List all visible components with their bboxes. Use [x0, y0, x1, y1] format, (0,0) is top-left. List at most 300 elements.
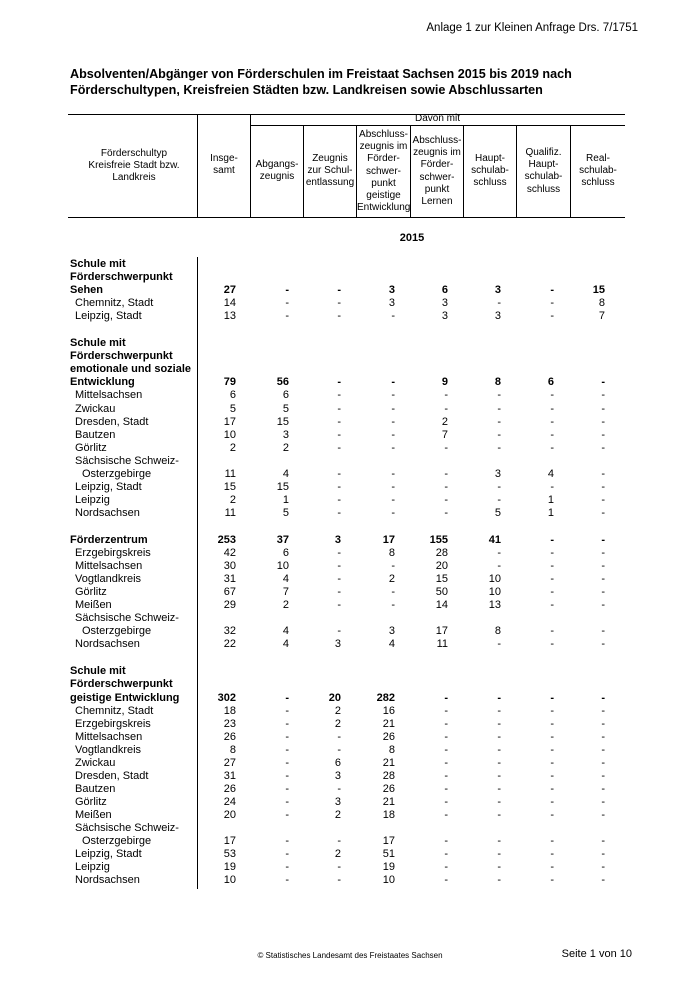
- cell-value: -: [601, 389, 605, 402]
- table-row: [0, 599, 700, 612]
- cell-value: -: [391, 415, 395, 428]
- cell-value: -: [601, 638, 605, 651]
- cell-value: -: [601, 599, 605, 612]
- cell-value: 28: [435, 547, 448, 559]
- table-row: [0, 705, 700, 718]
- cell-value: 7: [441, 428, 448, 441]
- row-label: Sächsische Schweiz-: [75, 822, 179, 834]
- cell-value: -: [550, 638, 554, 651]
- cell-value: -: [497, 547, 501, 559]
- page-number: Seite 1 von 10: [561, 948, 632, 960]
- cell-value: -: [337, 467, 341, 480]
- cell-value: 3: [494, 467, 501, 480]
- cell-value: 4: [282, 638, 289, 651]
- cell-value: -: [601, 428, 605, 441]
- cell-value: -: [391, 402, 395, 415]
- row-label: Sehen: [70, 284, 104, 297]
- cell-value: 10: [276, 560, 289, 573]
- cell-value: -: [550, 560, 554, 573]
- cell-value: -: [550, 480, 554, 493]
- cell-value: -: [391, 467, 395, 480]
- table-row: [0, 625, 700, 638]
- cell-value: -: [550, 284, 554, 297]
- cell-value: -: [285, 704, 289, 717]
- table-row: [0, 258, 700, 271]
- cell-value: 3: [334, 795, 341, 808]
- cell-value: -: [444, 861, 448, 874]
- header-schulentlassung: Zeugnis zur Schul- entlassung: [305, 153, 355, 189]
- cell-value: 2: [334, 808, 341, 821]
- cell-value: 2: [282, 599, 289, 612]
- cell-value: -: [444, 874, 448, 887]
- cell-value: -: [391, 376, 395, 389]
- cell-value: 6: [282, 389, 289, 402]
- cell-value: 17: [435, 625, 448, 638]
- cell-value: -: [391, 493, 395, 506]
- cell-value: 8: [494, 625, 501, 638]
- cell-value: -: [550, 848, 554, 861]
- cell-value: -: [550, 874, 554, 887]
- cell-value: -: [497, 861, 501, 874]
- cell-value: 18: [223, 704, 236, 717]
- table-row: [0, 389, 700, 402]
- cell-value: -: [550, 782, 554, 795]
- table-header-bottom-rule: [68, 217, 625, 218]
- cell-value: -: [601, 625, 605, 638]
- header-abgangszeugnis: Abgangs- zeugnis: [255, 159, 299, 183]
- table-row: [0, 586, 700, 599]
- cell-value: -: [337, 874, 341, 887]
- cell-value: -: [285, 717, 289, 730]
- cell-value: 15: [276, 415, 289, 428]
- cell-value: -: [444, 467, 448, 480]
- cell-value: 29: [223, 599, 236, 612]
- cell-value: 14: [435, 599, 448, 612]
- cell-value: -: [601, 730, 605, 743]
- cell-value: 51: [382, 848, 395, 861]
- cell-value: 5: [282, 402, 289, 415]
- cell-value: -: [497, 808, 501, 821]
- cell-value: 3: [441, 297, 448, 310]
- cell-value: -: [497, 769, 501, 782]
- cell-value: -: [550, 547, 554, 559]
- table-row: [0, 416, 700, 429]
- row-label: Vogtlandkreis: [75, 743, 142, 756]
- cell-value: 10: [488, 573, 501, 586]
- cell-value: -: [497, 756, 501, 769]
- cell-value: -: [497, 743, 501, 756]
- cell-value: -: [391, 586, 395, 599]
- header-geistige-entwicklung: Abschluss- zeugnis im Förder- schwer- punkt geistige Entwicklung: [357, 129, 411, 214]
- cell-value: -: [444, 756, 448, 769]
- cell-value: -: [391, 441, 395, 454]
- row-label: Leipzig, Stadt: [75, 848, 142, 861]
- cell-value: 37: [276, 533, 289, 546]
- table-row: [0, 848, 700, 861]
- table-row: [0, 665, 700, 678]
- cell-value: -: [285, 756, 289, 769]
- cell-value: -: [550, 428, 554, 441]
- cell-value: 20: [328, 691, 341, 704]
- cell-value: -: [337, 284, 341, 297]
- cell-value: 3: [494, 310, 501, 323]
- cell-value: -: [391, 599, 395, 612]
- cell-value: 2: [441, 415, 448, 428]
- cell-value: -: [601, 704, 605, 717]
- row-label: Leipzig, Stadt: [75, 480, 142, 493]
- row-label: Leipzig, Stadt: [75, 310, 142, 323]
- cell-value: -: [497, 480, 501, 493]
- cell-value: 79: [223, 376, 236, 389]
- header-realschulabschluss: Real- schulab- schluss: [579, 153, 617, 189]
- cell-value: -: [497, 835, 501, 848]
- cell-value: -: [497, 795, 501, 808]
- cell-value: -: [601, 573, 605, 586]
- cell-value: 11: [224, 506, 236, 519]
- cell-value: 24: [223, 795, 236, 808]
- cell-value: 31: [223, 769, 236, 782]
- cell-value: 7: [598, 310, 605, 323]
- cell-value: -: [337, 389, 341, 402]
- cell-value: 18: [382, 808, 395, 821]
- cell-value: 27: [223, 756, 236, 769]
- cell-value: 9: [441, 376, 448, 389]
- cell-value: -: [285, 874, 289, 887]
- table-row: [0, 284, 700, 297]
- table-row: [0, 835, 700, 848]
- cell-value: 13: [488, 599, 501, 612]
- row-label: emotionale und soziale: [70, 363, 192, 376]
- cell-value: -: [337, 310, 341, 323]
- cell-value: -: [444, 782, 448, 795]
- cell-value: 3: [388, 297, 395, 310]
- cell-value: -: [285, 743, 289, 756]
- cell-value: -: [444, 808, 448, 821]
- cell-value: 2: [388, 573, 395, 586]
- cell-value: -: [550, 586, 554, 599]
- cell-value: -: [601, 493, 605, 506]
- cell-value: 21: [382, 795, 395, 808]
- cell-value: 17: [382, 533, 395, 546]
- cell-value: -: [550, 861, 554, 874]
- cell-value: 19: [382, 861, 395, 874]
- row-label: Erzgebirgskreis: [75, 547, 151, 559]
- cell-value: 302: [217, 691, 236, 704]
- cell-value: -: [337, 480, 341, 493]
- cell-value: -: [601, 533, 605, 546]
- row-label: Meißen: [75, 808, 112, 821]
- cell-value: -: [601, 480, 605, 493]
- cell-value: 10: [382, 874, 395, 887]
- cell-value: 53: [223, 848, 236, 861]
- cell-value: -: [285, 861, 289, 874]
- cell-value: 3: [441, 310, 448, 323]
- table-row: [0, 442, 700, 455]
- cell-value: -: [550, 625, 554, 638]
- cell-value: -: [550, 756, 554, 769]
- cell-value: -: [550, 730, 554, 743]
- cell-value: 6: [282, 547, 289, 559]
- cell-value: -: [444, 506, 448, 519]
- cell-value: -: [601, 756, 605, 769]
- cell-value: -: [550, 769, 554, 782]
- cell-value: 10: [223, 428, 236, 441]
- row-label: Bautzen: [75, 782, 116, 795]
- cell-value: 17: [223, 415, 236, 428]
- cell-value: 23: [223, 717, 236, 730]
- cell-value: -: [337, 599, 341, 612]
- cell-value: 15: [276, 480, 289, 493]
- cell-value: -: [497, 874, 501, 887]
- cell-value: -: [601, 808, 605, 821]
- cell-value: -: [444, 848, 448, 861]
- row-label: Förderschwerpunkt: [70, 271, 173, 284]
- row-label: Nordsachsen: [75, 874, 140, 887]
- cell-value: 26: [382, 730, 395, 743]
- cell-value: 2: [334, 848, 341, 861]
- cell-value: -: [285, 795, 289, 808]
- cell-value: 4: [282, 625, 289, 638]
- table-row: [0, 403, 700, 416]
- footer-copyright: © Statistisches Landesamt des Freistaates Sachsen: [257, 951, 443, 960]
- row-label: Förderzentrum: [70, 533, 148, 546]
- cell-value: -: [444, 441, 448, 454]
- row-label: Nordsachsen: [75, 638, 140, 651]
- row-label: Entwicklung: [70, 376, 135, 389]
- cell-value: 67: [223, 586, 236, 599]
- table-row: [0, 809, 700, 822]
- cell-value: -: [601, 782, 605, 795]
- cell-value: -: [444, 402, 448, 415]
- cell-value: -: [337, 861, 341, 874]
- cell-value: -: [391, 428, 395, 441]
- table-row: [0, 638, 700, 651]
- cell-value: -: [601, 848, 605, 861]
- cell-value: 16: [382, 704, 395, 717]
- cell-value: -: [337, 428, 341, 441]
- header-school-type: Förderschultyp Kreisfreie Stadt bzw. Landkreis: [88, 148, 180, 184]
- table-row: [0, 494, 700, 507]
- cell-value: -: [285, 310, 289, 323]
- row-label: Vogtlandkreis: [75, 573, 142, 586]
- cell-value: 253: [217, 533, 236, 546]
- table-row: [0, 861, 700, 874]
- table-row: [0, 612, 700, 625]
- cell-value: 4: [282, 467, 289, 480]
- table-row: [0, 757, 700, 770]
- cell-value: 7: [282, 586, 289, 599]
- cell-value: 5: [494, 506, 501, 519]
- cell-value: 21: [382, 756, 395, 769]
- cell-value: -: [391, 506, 395, 519]
- cell-value: -: [550, 441, 554, 454]
- table-row: [0, 350, 700, 363]
- cell-value: -: [337, 586, 341, 599]
- cell-value: 2: [229, 441, 236, 454]
- cell-value: -: [601, 441, 605, 454]
- header-hauptschulabschluss: Haupt- schulab- schluss: [471, 153, 509, 189]
- row-label: Zwickau: [75, 756, 116, 769]
- table-row: [0, 547, 700, 560]
- row-label: Schule mit: [70, 337, 126, 350]
- cell-value: 1: [547, 506, 554, 519]
- row-label: Osterzgebirge: [82, 625, 152, 638]
- cell-value: 13: [223, 310, 236, 323]
- table-row: [0, 481, 700, 494]
- row-label: Förderschwerpunkt: [70, 350, 173, 363]
- cell-value: -: [444, 795, 448, 808]
- cell-value: -: [550, 402, 554, 415]
- cell-value: 6: [334, 756, 341, 769]
- cell-value: 3: [388, 625, 395, 638]
- cell-value: 3: [334, 533, 341, 546]
- cell-value: 11: [224, 467, 236, 480]
- cell-value: -: [391, 560, 395, 573]
- table-row: [0, 744, 700, 757]
- cell-value: -: [337, 547, 341, 559]
- cell-value: -: [285, 808, 289, 821]
- cell-value: -: [497, 691, 501, 704]
- table-row: [0, 455, 700, 468]
- cell-value: 15: [435, 573, 448, 586]
- cell-value: 22: [223, 638, 236, 651]
- cell-value: -: [497, 402, 501, 415]
- cell-value: -: [337, 730, 341, 743]
- header-qualifiz-hauptschulabschluss: Qualifiz. Haupt- schulab- schluss: [524, 147, 563, 195]
- row-label: Sächsische Schweiz-: [75, 612, 179, 625]
- cell-value: -: [550, 717, 554, 730]
- table-row: [0, 731, 700, 744]
- cell-value: -: [444, 743, 448, 756]
- cell-value: -: [601, 874, 605, 887]
- cell-value: 5: [282, 506, 289, 519]
- cell-value: -: [444, 769, 448, 782]
- cell-value: 26: [223, 730, 236, 743]
- cell-value: 8: [388, 547, 395, 559]
- row-label: Zwickau: [75, 402, 116, 415]
- cell-value: -: [444, 480, 448, 493]
- cell-value: 27: [223, 284, 236, 297]
- cell-value: -: [444, 691, 448, 704]
- cell-value: 50: [435, 586, 448, 599]
- cell-value: 6: [441, 284, 448, 297]
- cell-value: 1: [282, 493, 289, 506]
- cell-value: -: [337, 415, 341, 428]
- cell-value: -: [444, 835, 448, 848]
- cell-value: 17: [382, 835, 395, 848]
- row-label: Dresden, Stadt: [75, 769, 149, 782]
- cell-value: -: [285, 835, 289, 848]
- table-row: [0, 337, 700, 350]
- table-row: [0, 429, 700, 442]
- cell-value: -: [497, 415, 501, 428]
- table-row: [0, 718, 700, 731]
- cell-value: -: [285, 284, 289, 297]
- cell-value: -: [601, 743, 605, 756]
- row-label: Görlitz: [75, 586, 107, 599]
- cell-value: -: [444, 493, 448, 506]
- cell-value: -: [601, 402, 605, 415]
- cell-value: -: [601, 835, 605, 848]
- cell-value: 26: [382, 782, 395, 795]
- cell-value: -: [497, 389, 501, 402]
- cell-value: -: [337, 743, 341, 756]
- cell-value: -: [391, 480, 395, 493]
- cell-value: 3: [334, 638, 341, 651]
- cell-value: -: [391, 310, 395, 323]
- cell-value: -: [550, 573, 554, 586]
- cell-value: -: [550, 533, 554, 546]
- year-heading: 2015: [399, 232, 425, 244]
- cell-value: 19: [223, 861, 236, 874]
- row-label: Schule mit: [70, 258, 126, 270]
- cell-value: -: [337, 573, 341, 586]
- cell-value: 28: [382, 769, 395, 782]
- cell-value: -: [601, 506, 605, 519]
- row-label: Görlitz: [75, 795, 107, 808]
- table-row: [0, 297, 700, 310]
- cell-value: -: [550, 835, 554, 848]
- cell-value: -: [601, 795, 605, 808]
- cell-value: 8: [598, 297, 605, 310]
- cell-value: 41: [488, 533, 501, 546]
- header-total: Insge- samt: [210, 153, 238, 177]
- cell-value: -: [497, 428, 501, 441]
- cell-value: 2: [334, 717, 341, 730]
- cell-value: -: [337, 402, 341, 415]
- row-label: Schule mit: [70, 665, 126, 678]
- cell-value: 3: [388, 284, 395, 297]
- cell-value: -: [550, 704, 554, 717]
- cell-value: 4: [282, 573, 289, 586]
- cell-value: -: [497, 560, 501, 573]
- cell-value: 11: [436, 638, 448, 651]
- cell-value: -: [601, 560, 605, 573]
- table-row: [0, 692, 700, 705]
- cell-value: -: [497, 638, 501, 651]
- cell-value: -: [550, 795, 554, 808]
- cell-value: 8: [229, 743, 236, 756]
- cell-value: -: [337, 782, 341, 795]
- table-row: [0, 534, 700, 547]
- cell-value: -: [601, 769, 605, 782]
- row-label: Mittelsachsen: [75, 730, 143, 743]
- cell-value: -: [601, 861, 605, 874]
- cell-value: -: [497, 848, 501, 861]
- document-title: [70, 66, 670, 98]
- table-row: [0, 770, 700, 783]
- cell-value: 8: [388, 743, 395, 756]
- row-label: Bautzen: [75, 428, 116, 441]
- cell-value: 15: [223, 480, 236, 493]
- cell-value: 155: [429, 533, 448, 546]
- cell-value: -: [601, 467, 605, 480]
- header-davon: Davon mit: [414, 113, 460, 124]
- row-label: Erzgebirgskreis: [75, 717, 151, 730]
- cell-value: -: [285, 769, 289, 782]
- row-label: geistige Entwicklung: [70, 691, 180, 704]
- cell-value: 8: [494, 376, 501, 389]
- cell-value: -: [550, 297, 554, 310]
- table-row: [0, 573, 700, 586]
- cell-value: -: [550, 743, 554, 756]
- row-label: Förderschwerpunkt: [70, 678, 173, 691]
- row-label: Nordsachsen: [75, 506, 140, 519]
- cell-value: 3: [334, 769, 341, 782]
- cell-value: 2: [229, 493, 236, 506]
- table-row: [0, 678, 700, 691]
- row-label: Leipzig: [75, 493, 110, 506]
